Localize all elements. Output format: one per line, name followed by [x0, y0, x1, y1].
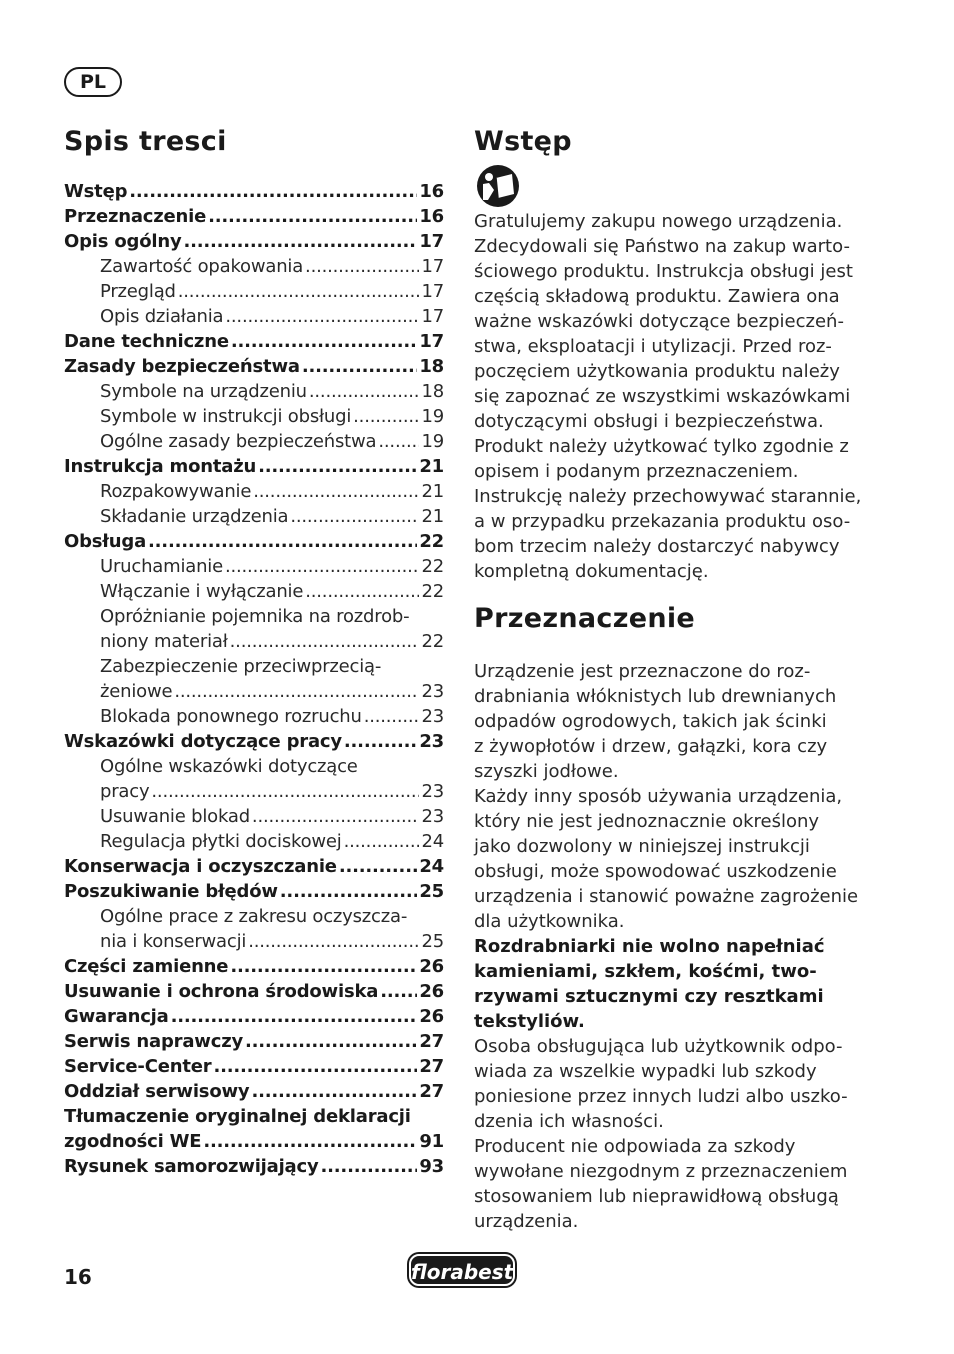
intro-heading: Wstęp [474, 126, 572, 157]
toc-leader-dots [364, 706, 420, 727]
toc-leader-dots [305, 256, 419, 277]
purpose-text [474, 659, 874, 1234]
toc-entry-label: Symbole w instrukcji obsługi [100, 406, 352, 427]
toc-entry-label: Obsługa [64, 531, 147, 552]
toc-entry-label: Poszukiwanie błędów [64, 881, 278, 902]
toc-entry-label: Usuwanie blokad [100, 806, 250, 827]
toc-entry-page: 22 [419, 531, 444, 552]
toc-entry [64, 581, 444, 606]
toc-leader-dots [290, 506, 419, 527]
toc-entry [64, 231, 444, 256]
toc-entry [64, 781, 444, 806]
text-line: dotyczącymi obsługi i bezpieczeństwa. [474, 411, 824, 432]
toc-entry-page: 19 [421, 431, 444, 452]
toc-entry-page: 22 [421, 556, 444, 577]
toc-entry [64, 1156, 444, 1181]
text-line: odpadów ogrodowych, takich jak ścinki [474, 711, 827, 732]
toc-entry-page: 17 [419, 331, 444, 352]
toc-leader-dots [230, 956, 417, 977]
toc-entry-label: pracy [100, 781, 150, 802]
toc-entry-page: 26 [419, 981, 444, 1002]
toc-entry-page: 24 [419, 856, 444, 877]
toc-entry-label: Ogólne prace z zakresu oczyszcza- [100, 906, 408, 927]
toc-leader-dots [148, 531, 417, 552]
toc-entry [64, 681, 444, 706]
toc-entry-page: 17 [421, 256, 444, 277]
toc-entry [64, 931, 444, 956]
toc-entry-label: Usuwanie i ochrona środowiska [64, 981, 379, 1002]
text-line: kompletną dokumentację. [474, 561, 709, 582]
text-line: kamieniami, szkłem, kośćmi, two- [474, 961, 817, 982]
text-line: Urządzenie jest przeznaczone do roz- [474, 661, 811, 682]
toc-entry-page: 23 [421, 781, 444, 802]
toc-entry-page: 18 [421, 381, 444, 402]
toc-entry-label: Zabezpieczenie przeciwprzecią- [100, 656, 382, 677]
toc-entry-label: Uruchamianie [100, 556, 223, 577]
text-line: z żywopłotów i drzew, gałązki, kora czy [474, 736, 828, 757]
toc-entry [64, 831, 444, 856]
toc-entry [64, 956, 444, 981]
toc-leader-dots [344, 731, 417, 752]
toc-leader-dots [230, 631, 420, 652]
toc-entry-label: Rysunek samorozwijający [64, 1156, 319, 1177]
toc-leader-dots [231, 331, 418, 352]
text-line: poczęciem użytkowania produktu należy [474, 361, 840, 382]
toc-entry-page: 26 [419, 956, 444, 977]
toc-entry-page: 23 [419, 731, 444, 752]
toc-entry-label: Serwis naprawczy [64, 1031, 244, 1052]
toc-entry [64, 506, 444, 531]
toc-entry [64, 1006, 444, 1031]
text-line: częścią składową produktu. Zawiera ona [474, 286, 840, 307]
text-line: Każdy inny sposób używania urządzenia, [474, 786, 843, 807]
text-line: stosowaniem lub nieprawidłową obsługą [474, 1186, 839, 1207]
text-line: Zdecydowali się Państwo na zakup warto- [474, 236, 850, 257]
text-line: ściowego produktu. Instrukcja obsługi jest [474, 261, 853, 282]
text-line: stwa, eksploatacji i utylizacji. Przed roz- [474, 336, 832, 357]
toc-entry [64, 981, 444, 1006]
toc-entry [64, 356, 444, 381]
toc-entry-label: Składanie urządzenia [100, 506, 289, 527]
toc-entry-page: 19 [421, 406, 444, 427]
brand-logo: florabest [409, 1254, 515, 1286]
toc-entry-label: Ogólne zasady bezpieczeństwa [100, 431, 377, 452]
toc-leader-dots [344, 831, 420, 852]
toc-entry-page: 21 [421, 481, 444, 502]
toc-entry-page: 25 [421, 931, 444, 952]
purpose-heading: Przeznaczenie [474, 603, 696, 634]
toc-leader-dots [171, 1006, 418, 1027]
toc-entry [64, 1081, 444, 1106]
toc-entry-label: Konserwacja i oczyszczanie [64, 856, 337, 877]
toc-entry-label: zgodności WE [64, 1131, 202, 1152]
toc-entry [64, 606, 444, 631]
toc-entry-label: żeniowe [100, 681, 173, 702]
text-line: tekstyliów. [474, 1011, 585, 1032]
toc-leader-dots [213, 1056, 417, 1077]
toc-entry-label: Ogólne wskazówki dotyczące [100, 756, 358, 777]
language-badge: PL [64, 67, 122, 97]
text-line: opisem i podanym przeznaczeniem. [474, 461, 799, 482]
toc-entry [64, 1056, 444, 1081]
toc-entry-label: Opróżnianie pojemnika na rozdrob- [100, 606, 410, 627]
toc-entry-page: 27 [419, 1056, 444, 1077]
toc-entry [64, 1131, 444, 1156]
text-line: urządzenia i stanowić poważne zagrożenie [474, 886, 859, 907]
toc-entry-label: niony materiał [100, 631, 228, 652]
toc-leader-dots [129, 181, 417, 202]
toc-entry-page: 23 [421, 806, 444, 827]
text-line: rzywami sztucznymi czy resztkami [474, 986, 824, 1007]
toc-entry-page: 16 [419, 181, 444, 202]
toc-entry-page: 17 [419, 231, 444, 252]
toc-entry-page: 17 [421, 281, 444, 302]
toc-entry-label: Zasady bezpieczeństwa [64, 356, 300, 377]
toc-entry [64, 381, 444, 406]
toc-leader-dots [378, 431, 419, 452]
toc-entry-page: 91 [419, 1131, 444, 1152]
toc-entry-label: Oddział serwisowy [64, 1081, 250, 1102]
toc-entry [64, 881, 444, 906]
toc-leader-dots [280, 881, 418, 902]
toc-leader-dots [245, 1031, 417, 1052]
toc-entry [64, 706, 444, 731]
toc-entry [64, 331, 444, 356]
toc-entry-label: Tłumaczenie oryginalnej deklaracji [64, 1106, 411, 1127]
toc-entry [64, 206, 444, 231]
toc-entry [64, 481, 444, 506]
toc-entry [64, 306, 444, 331]
toc-heading: Spis tresci [64, 126, 227, 157]
text-line: Rozdrabniarki nie wolno napełniać [474, 936, 825, 957]
intro-text [474, 209, 874, 584]
text-line: który nie jest jednoznacznie określony [474, 811, 820, 832]
toc-entry-label: Części zamienne [64, 956, 229, 977]
text-line: wiada za wszelkie wypadki lub szkody [474, 1061, 817, 1082]
toc-leader-dots [380, 981, 417, 1002]
toc-entry-page: 21 [421, 506, 444, 527]
toc-entry [64, 531, 444, 556]
text-line: jako dozwolony w niniejszej instrukcji [474, 836, 810, 857]
toc-entry-label: Regulacja płytki dociskowej [100, 831, 342, 852]
text-line: ważne wskazówki dotyczące bezpieczeń- [474, 311, 844, 332]
toc-leader-dots [248, 931, 419, 952]
toc-leader-dots [151, 781, 419, 802]
toc-entry [64, 431, 444, 456]
toc-entry [64, 456, 444, 481]
toc-entry-page: 17 [421, 306, 444, 327]
toc-entry [64, 181, 444, 206]
toc-leader-dots [183, 231, 417, 252]
toc-entry [64, 731, 444, 756]
toc-entry-page: 93 [419, 1156, 444, 1177]
toc-leader-dots [252, 806, 420, 827]
table-of-contents [64, 181, 444, 1181]
toc-entry-label: Przeznaczenie [64, 206, 207, 227]
toc-leader-dots [208, 206, 417, 227]
toc-entry-label: Blokada ponownego rozruchu [100, 706, 362, 727]
text-line: Producent nie odpowiada za szkody [474, 1136, 796, 1157]
page-number: 16 [64, 1265, 92, 1289]
toc-entry [64, 631, 444, 656]
toc-leader-dots [339, 856, 418, 877]
toc-entry [64, 1031, 444, 1056]
toc-entry [64, 281, 444, 306]
toc-leader-dots [178, 281, 420, 302]
toc-entry-page: 27 [419, 1081, 444, 1102]
toc-entry-label: nia i konserwacji [100, 931, 247, 952]
toc-entry-page: 22 [421, 581, 444, 602]
text-line: dzenia ich własności. [474, 1111, 664, 1132]
toc-entry [64, 406, 444, 431]
read-manual-icon [474, 164, 522, 208]
toc-entry-label: Symbole na urządzeniu [100, 381, 307, 402]
toc-entry-label: Zawartość opakowania [100, 256, 304, 277]
text-line: urządzenia. [474, 1211, 579, 1232]
text-line: Gratulujemy zakupu nowego urządzenia. [474, 211, 843, 232]
toc-entry-page: 27 [419, 1031, 444, 1052]
toc-leader-dots [203, 1131, 417, 1152]
text-line: obsługi, może spowodować uszkodzenie [474, 861, 837, 882]
toc-entry [64, 756, 444, 781]
toc-leader-dots [309, 381, 420, 402]
toc-entry-label: Przegląd [100, 281, 176, 302]
text-line: dla użytkownika. [474, 911, 625, 932]
toc-entry-label: Opis działania [100, 306, 224, 327]
toc-leader-dots [258, 456, 417, 477]
toc-entry [64, 656, 444, 681]
toc-entry-label: Wskazówki dotyczące pracy [64, 731, 342, 752]
toc-entry [64, 1106, 444, 1131]
toc-entry-page: 23 [421, 706, 444, 727]
text-line: Instrukcję należy przechowywać starannie, [474, 486, 862, 507]
toc-leader-dots [174, 681, 419, 702]
toc-leader-dots [225, 556, 420, 577]
toc-leader-dots [302, 356, 418, 377]
toc-entry-page: 22 [421, 631, 444, 652]
toc-leader-dots [251, 1081, 417, 1102]
toc-entry-label: Włączanie i wyłączanie [100, 581, 304, 602]
toc-leader-dots [225, 306, 419, 327]
toc-entry [64, 906, 444, 931]
toc-entry-label: Dane techniczne [64, 331, 229, 352]
toc-entry [64, 856, 444, 881]
toc-leader-dots [253, 481, 419, 502]
text-line: szyszki jodłowe. [474, 761, 619, 782]
text-line: Produkt należy użytkować tylko zgodnie z [474, 436, 849, 457]
toc-entry-label: Instrukcja montażu [64, 456, 257, 477]
text-line: a w przypadku przekazania produktu oso- [474, 511, 851, 532]
text-line: poniesione przez innych ludzi albo uszko- [474, 1086, 848, 1107]
text-line: wywołane niezgodnym z przeznaczeniem [474, 1161, 848, 1182]
toc-entry [64, 256, 444, 281]
text-line: bom trzecim należy dostarczyć nabywcy [474, 536, 840, 557]
toc-entry-label: Service-Center [64, 1056, 212, 1077]
text-line: Osoba obsługująca lub użytkownik odpo- [474, 1036, 843, 1057]
toc-entry [64, 806, 444, 831]
text-line: się zapoznać ze wszystkimi wskazówkami [474, 386, 851, 407]
toc-entry-page: 23 [421, 681, 444, 702]
toc-leader-dots [305, 581, 419, 602]
toc-entry-label: Rozpakowywanie [100, 481, 252, 502]
toc-entry [64, 556, 444, 581]
toc-entry-label: Wstęp [64, 181, 128, 202]
text-line: drabniania włóknistych lub drewnianych [474, 686, 837, 707]
toc-entry-page: 24 [421, 831, 444, 852]
toc-entry-page: 21 [419, 456, 444, 477]
toc-leader-dots [321, 1156, 418, 1177]
toc-entry-page: 26 [419, 1006, 444, 1027]
toc-entry-page: 16 [419, 206, 444, 227]
toc-entry-label: Opis ogólny [64, 231, 182, 252]
toc-leader-dots [353, 406, 419, 427]
toc-entry-page: 25 [419, 881, 444, 902]
toc-entry-label: Gwarancja [64, 1006, 169, 1027]
toc-entry-page: 18 [419, 356, 444, 377]
